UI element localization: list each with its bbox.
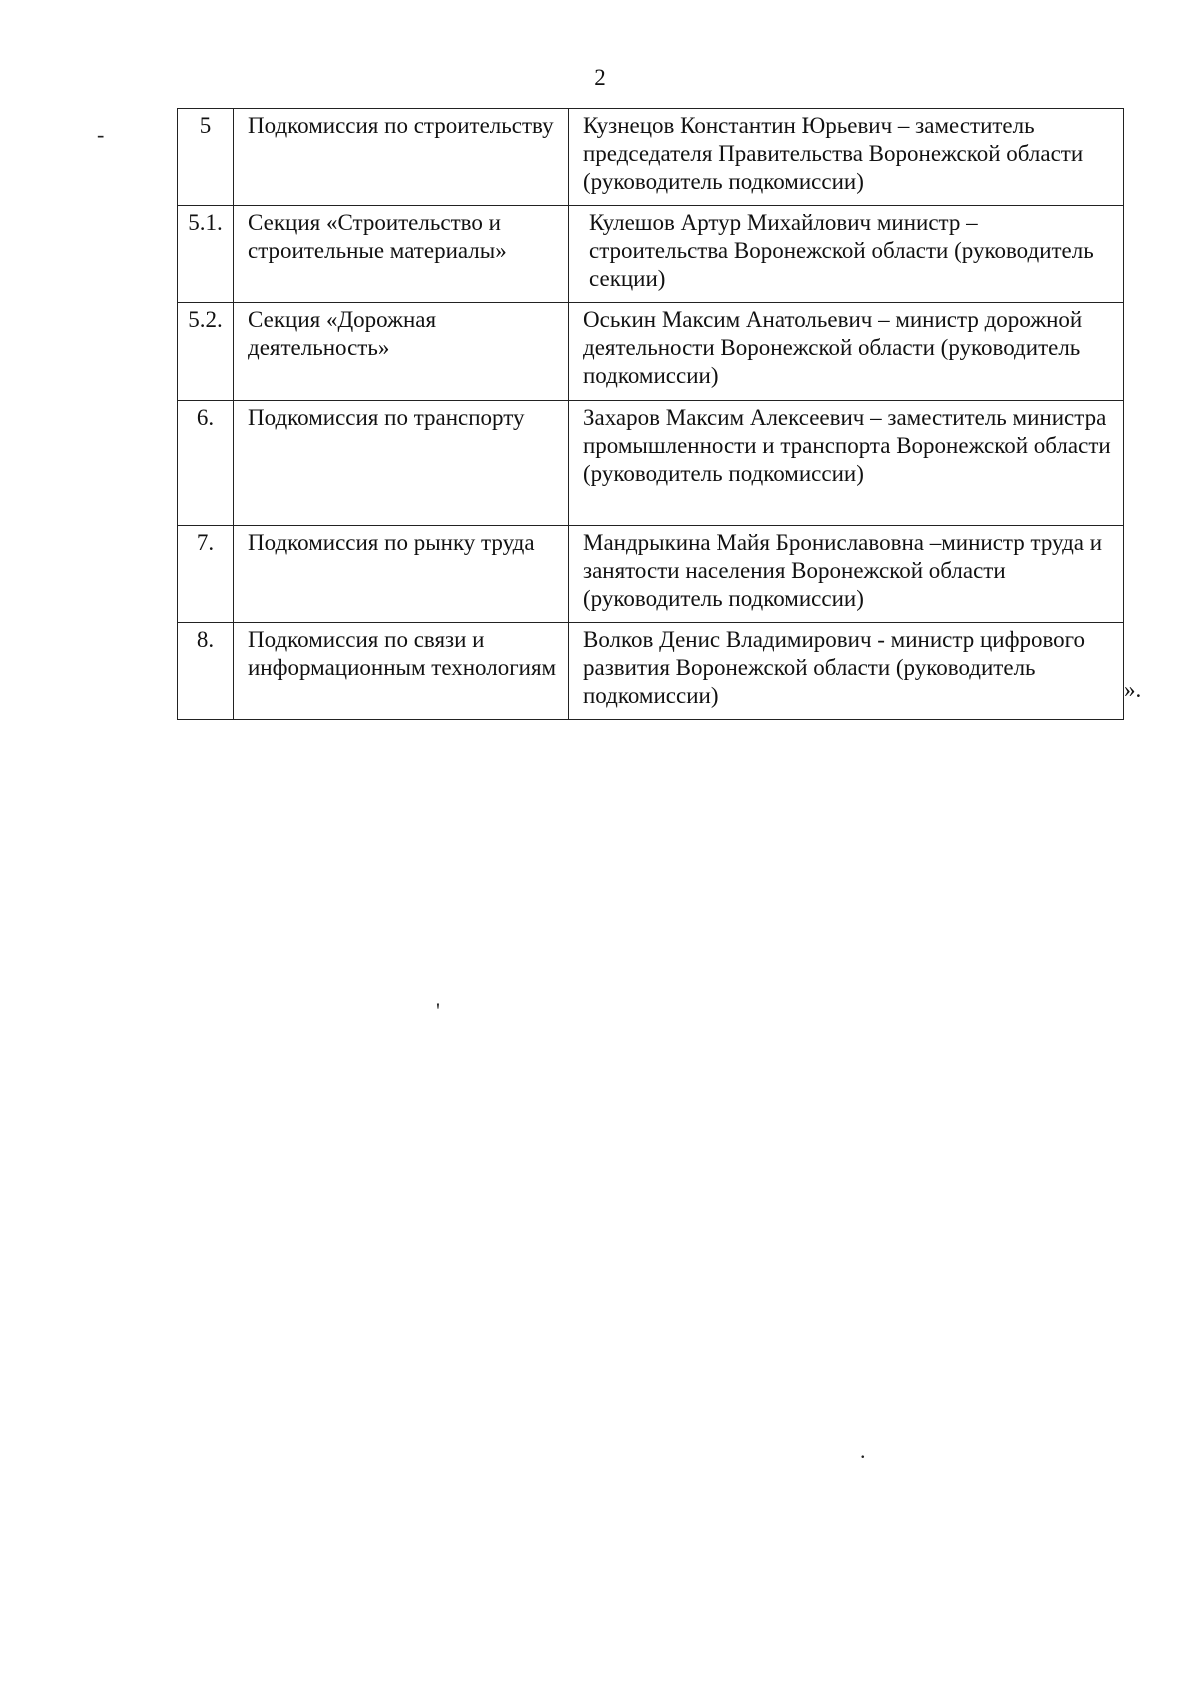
row-number: 6. bbox=[178, 401, 234, 526]
subcommission-head: Волков Денис Владимирович - министр цифрового развития Воронежской области (руководитель подкомиссии) bbox=[569, 623, 1124, 720]
subcommissions-table bbox=[177, 108, 1124, 720]
table-row bbox=[178, 109, 1124, 206]
subcommission-head: Оськин Максим Анатольевич – министр дорожной деятельности Воронежской области (руководитель подкомиссии) bbox=[569, 303, 1124, 401]
table-row bbox=[178, 206, 1124, 303]
subcommission-head: Кузнецов Константин Юрьевич – заместитель председателя Правительства Воронежской области (руководитель подкомиссии) bbox=[569, 109, 1124, 206]
subcommission-head: Кулешов Артур Михайлович министр – строительства Воронежской области (руководитель секции) bbox=[569, 206, 1124, 303]
subcommission-head: Захаров Максим Алексеевич – заместитель министра промышленности и транспорта Воронежской области (руководитель подкомиссии) bbox=[569, 401, 1124, 526]
row-number: 7. bbox=[178, 526, 234, 623]
stray-dash-mark: - bbox=[97, 122, 105, 147]
table-row bbox=[178, 401, 1124, 526]
stray-tick-mark: ' bbox=[436, 998, 440, 1023]
subcommission-head: Мандрыкина Майя Брониславовна –министр труда и занятости населения Воронежской области (руководитель подкомиссии) bbox=[569, 526, 1124, 623]
subcommission-name: Секция «Строительство и строительные материалы» bbox=[234, 206, 569, 303]
subcommission-name: Подкомиссия по рынку труда bbox=[234, 526, 569, 623]
closing-quote: ». bbox=[1124, 677, 1142, 702]
row-number: 5.1. bbox=[178, 206, 234, 303]
subcommission-name: Секция «Дорожная деятельность» bbox=[234, 303, 569, 401]
stray-dot-mark: . bbox=[860, 1438, 866, 1463]
subcommission-name: Подкомиссия по связи и информационным технологиям bbox=[234, 623, 569, 720]
table-row bbox=[178, 303, 1124, 401]
table-row bbox=[178, 526, 1124, 623]
row-number: 5 bbox=[178, 109, 234, 206]
subcommission-name: Подкомиссия по транспорту bbox=[234, 401, 569, 526]
subcommission-name: Подкомиссия по строительству bbox=[234, 109, 569, 206]
page-number: 2 bbox=[594, 65, 606, 90]
table-row bbox=[178, 623, 1124, 720]
row-number: 8. bbox=[178, 623, 234, 720]
row-number: 5.2. bbox=[178, 303, 234, 401]
